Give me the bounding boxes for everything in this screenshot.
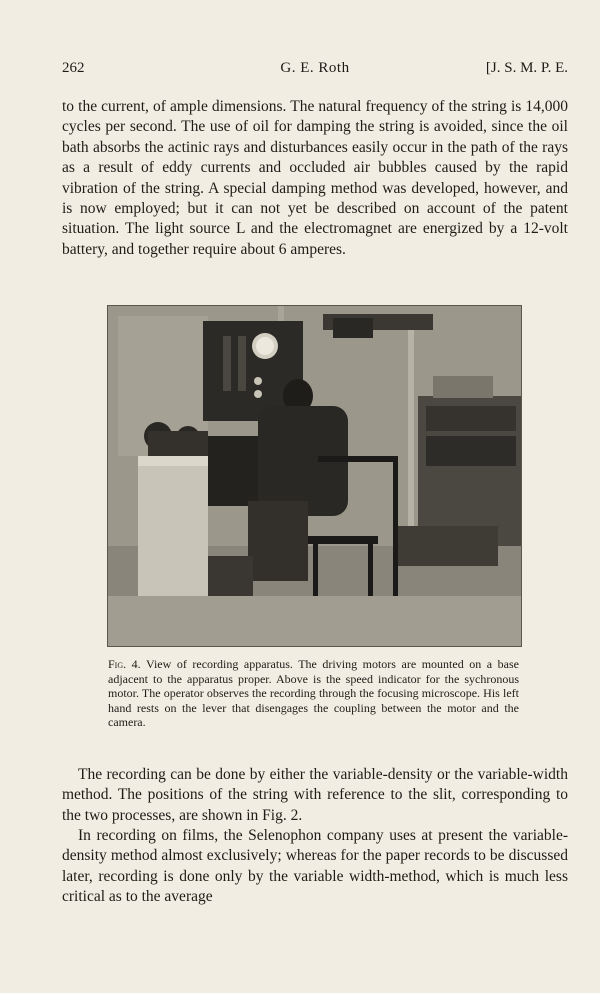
running-author: G. E. Roth: [280, 60, 350, 76]
body-paragraph-1: to the current, of ample dimensions. The natural frequency of the string is 14,000 cycles per second. The use of oil for damping the string is avoided, since the oil bath absorbs the actinic rays and disturbances easily occur in the path of the rays as a result of eddy currents and occluded air bubbles caused by the rapid vibration of the string. A special damping method was developed, however, and is now employed; but it can not yet be described on account of the patent situation. The light source L and the electromagnet are energized by a 12-volt battery, and together require about 6 amperes.: [62, 98, 568, 258]
page-number: 262: [62, 60, 85, 76]
figure-caption-text: View of recording apparatus. The driving motors are mounted on a base adjacent to the apparatus proper. Above is the speed indicator for the sychronous motor. The operator observes the recording through the focusing microscope. His left hand rests on the lever that disengages the coupling between the motor and the camera.: [108, 657, 519, 730]
running-journal: [J. S. M. P. E.: [485, 60, 568, 76]
body-paragraph-3: In recording on films, the Selenophon company uses at present the variable-density method almost exclusively; whereas for the paper records to be discussed later, recording is done only by the variable width-method, which is much less critical as to the average: [62, 827, 568, 906]
running-header: [62, 60, 568, 80]
figure-label: Fig. 4.: [108, 657, 141, 671]
body-paragraph-2: The recording can be done by either the variable-density or the variable-width method. The positions of the string with reference to the slit, corresponding to the two processes, are shown in Fig. 2.: [62, 766, 568, 824]
figure-photo-recording-apparatus: [107, 305, 522, 647]
figure-caption: [108, 657, 519, 730]
